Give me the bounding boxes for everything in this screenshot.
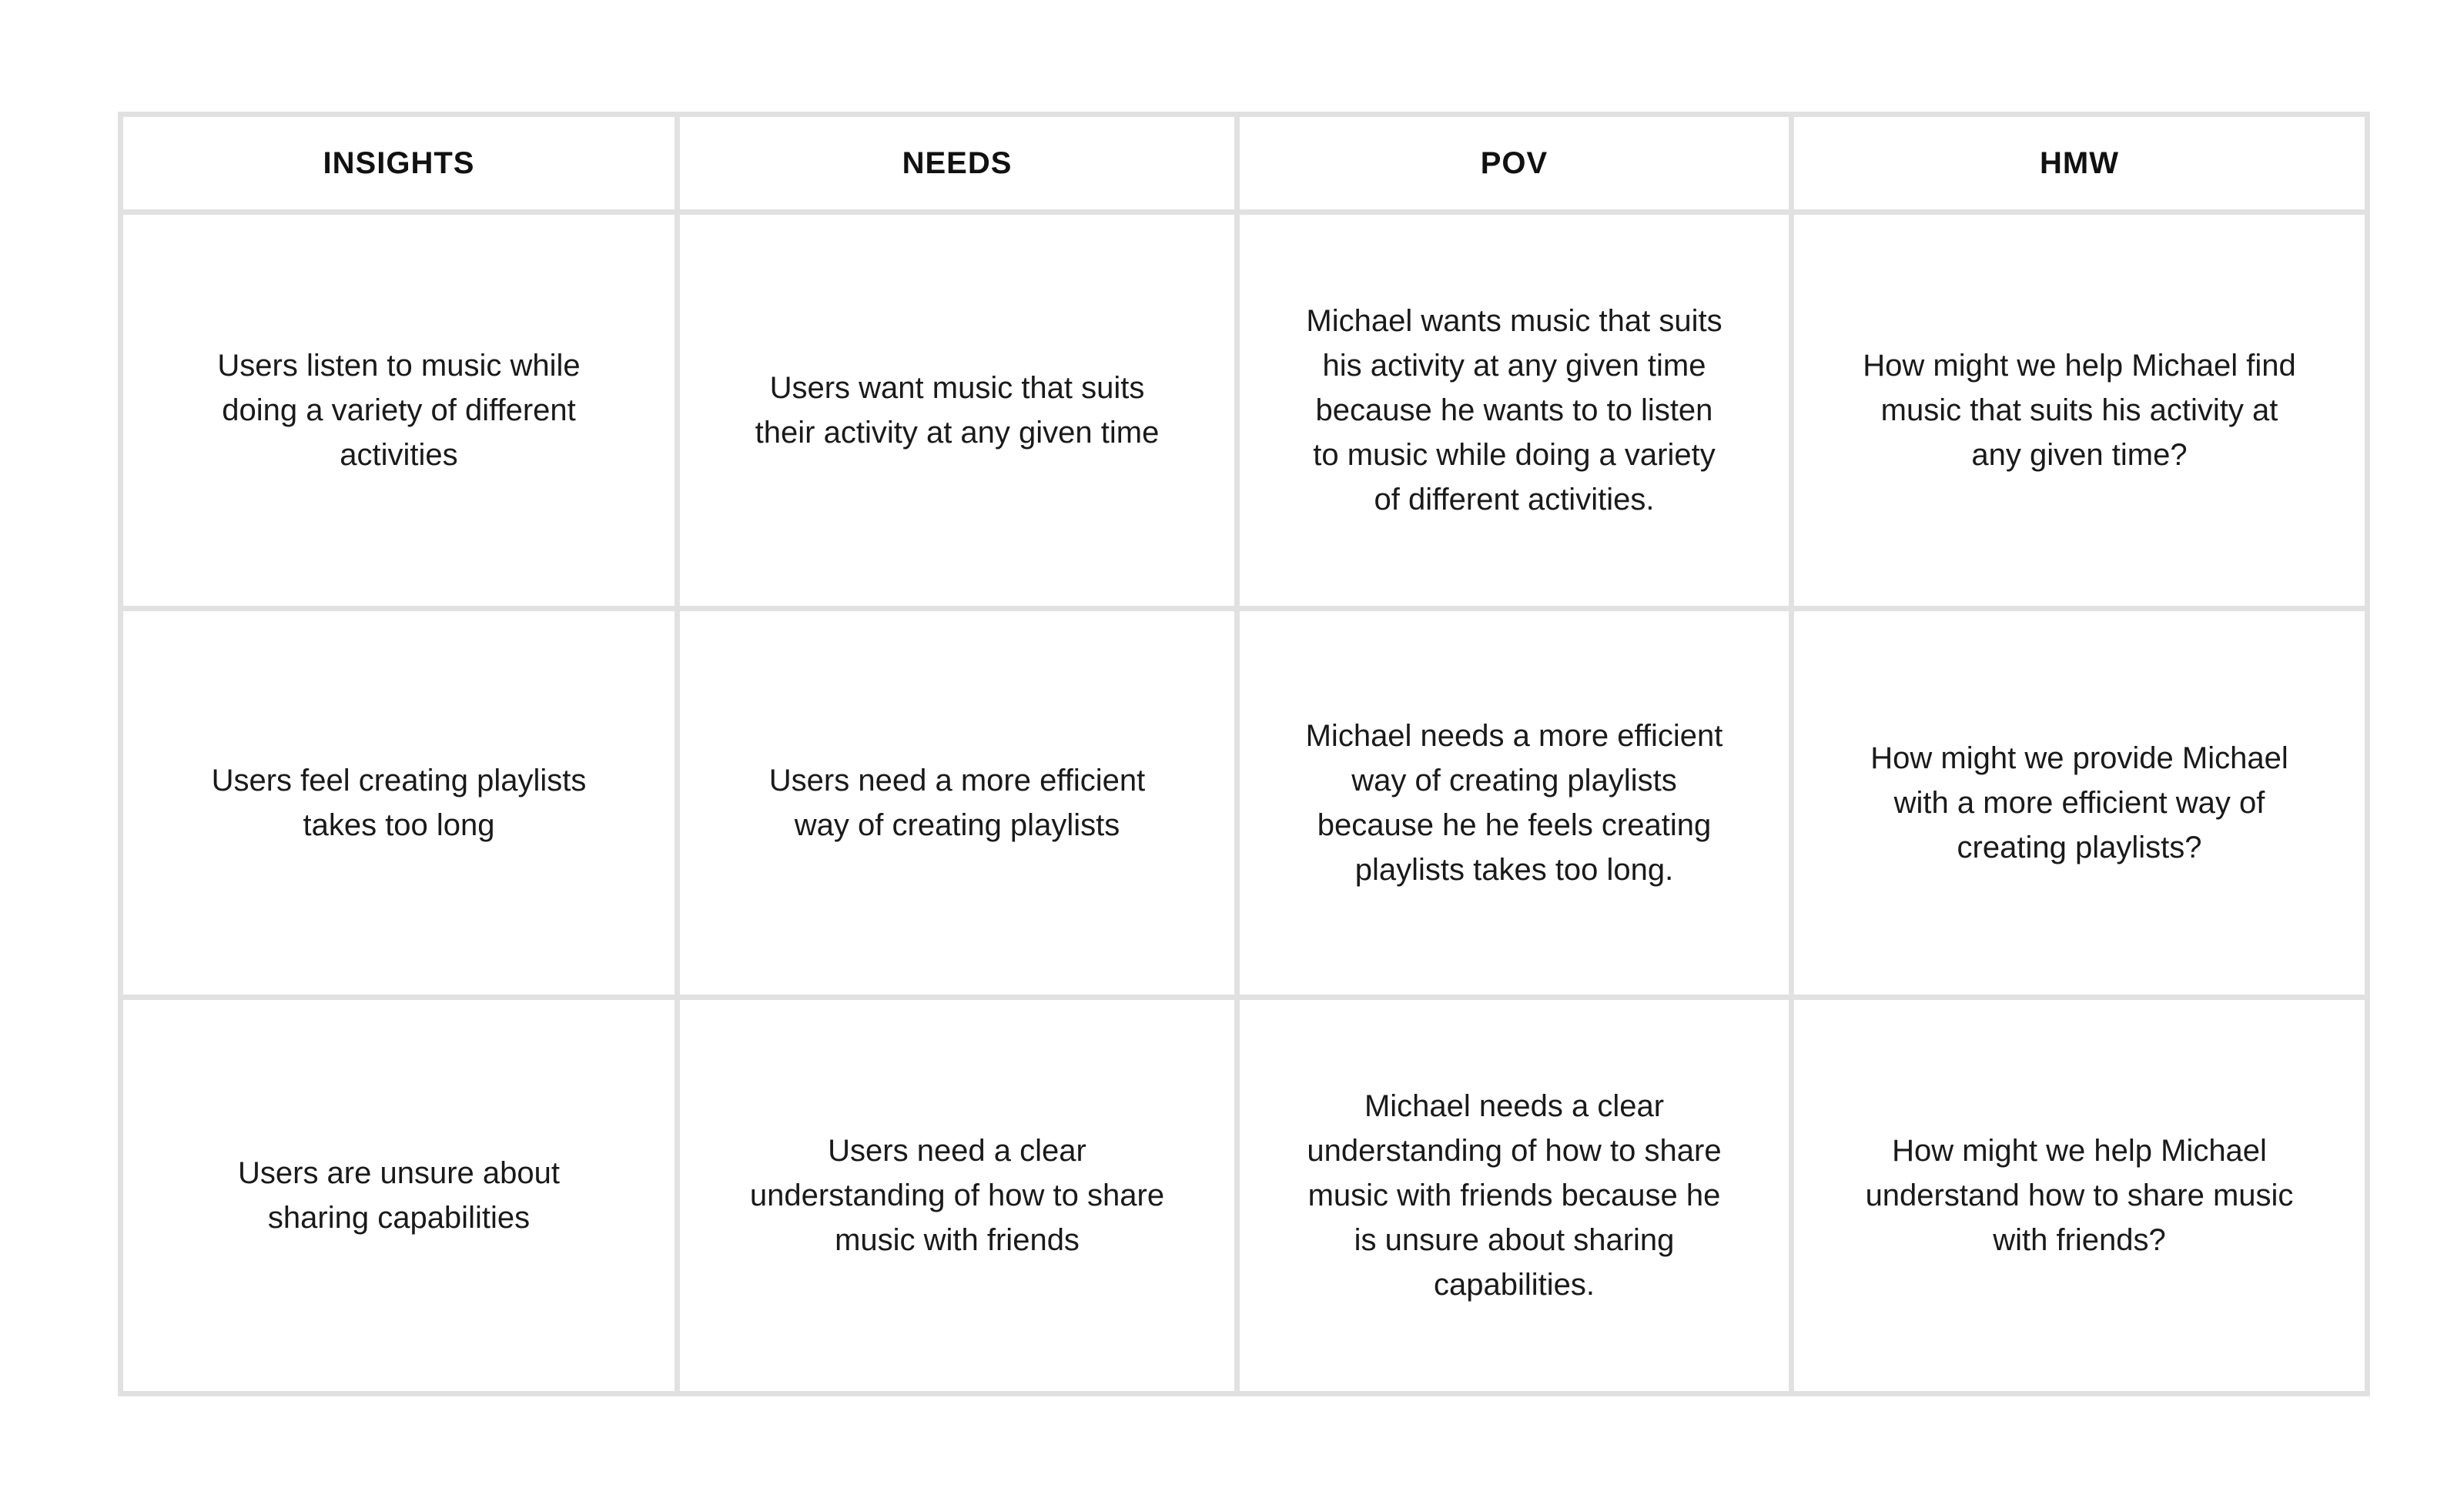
hmw-cell: How might we help Michael find music that suits his activity at any given time?	[1792, 212, 2368, 609]
pov-cell: Michael needs a clear understanding of how to share music with friends because he is unsure about sharing capabilities.	[1237, 998, 1792, 1394]
header-insights: INSIGHTS	[121, 115, 678, 212]
table-body	[121, 212, 2368, 1394]
header-needs: NEEDS	[678, 115, 1237, 212]
header-hmw: HMW	[1792, 115, 2368, 212]
table-row	[121, 212, 2368, 609]
header-pov: POV	[1237, 115, 1792, 212]
need-cell: Users need a more efficient way of creating playlists	[678, 609, 1237, 998]
hmw-cell: How might we help Michael understand how to share music with friends?	[1792, 998, 2368, 1394]
table-row	[121, 998, 2368, 1394]
insight-cell: Users listen to music while doing a variety of different activities	[121, 212, 678, 609]
insight-cell: Users feel creating playlists takes too long	[121, 609, 678, 998]
hmw-cell: How might we provide Michael with a more efficient way of creating playlists?	[1792, 609, 2368, 998]
need-cell: Users need a clear understanding of how to share music with friends	[678, 998, 1237, 1394]
pov-cell: Michael wants music that suits his activity at any given time because he wants to to listen to music while doing a variety of different activities.	[1237, 212, 1792, 609]
insight-cell: Users are unsure about sharing capabilities	[121, 998, 678, 1394]
insights-needs-pov-hmw-table	[118, 112, 2370, 1396]
need-cell: Users want music that suits their activity at any given time	[678, 212, 1237, 609]
table-header	[121, 115, 2368, 212]
header-row	[121, 115, 2368, 212]
table-row	[121, 609, 2368, 998]
pov-cell: Michael needs a more efficient way of creating playlists because he he feels creating playlists takes too long.	[1237, 609, 1792, 998]
